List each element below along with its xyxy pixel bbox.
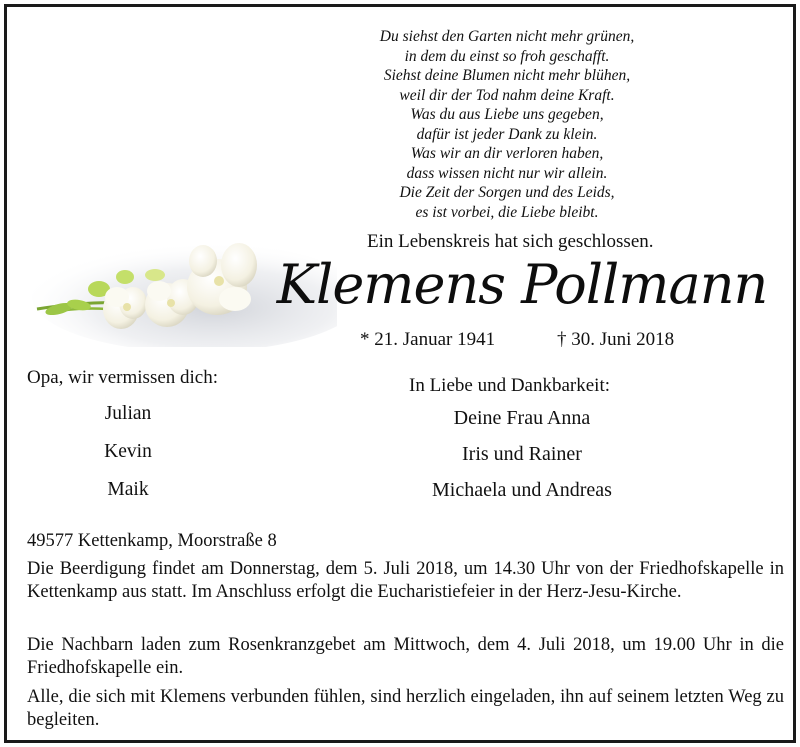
funeral-notice: Die Beerdigung findet am Donnerstag, dem 5. Juli 2018, um 14.30 Uhr von der Friedhofskapelle in Kettenkamp aus statt. Im Anschluss erfolgt die Eucharistiefeier in der Herz-Jesu-Kirche. (27, 559, 784, 602)
intro-line: Ein Lebenskreis hat sich geschlossen. (367, 231, 654, 252)
poem-line: dafür ist jeder Dank zu klein. (416, 125, 598, 143)
grandchild-name: Julian (104, 403, 152, 424)
poem-line: dass wissen nicht nur wir allein. (406, 164, 608, 182)
family-member: Iris und Rainer (462, 443, 582, 465)
invitation-notice: Alle, die sich mit Klemens verbunden fühlen, sind herzlich eingeladen, ihn auf seinem letzten Weg zu begleiten. (27, 687, 784, 730)
death-date: † 30. Juni 2018 (557, 329, 675, 350)
family-member: Deine Frau Anna (453, 407, 591, 429)
rosary-notice: Die Nachbarn laden zum Rosenkranzgebet am Mittwoch, dem 4. Juli 2018, um 19.00 Uhr in die Friedhofskapelle ein. (27, 635, 784, 678)
poem-line: Die Zeit der Sorgen und des Leids, (399, 184, 615, 201)
poem-line: Was wir an dir verloren haben, (410, 145, 604, 162)
poem-line: Was du aus Liebe uns gegeben, (410, 106, 604, 123)
poem-line: in dem du einst so froh geschafft. (404, 47, 610, 65)
grandchild-name: Maik (107, 479, 149, 500)
poem-line: weil dir der Tod nahm deine Kraft. (399, 86, 615, 104)
poem-line: Siehst deine Blumen nicht mehr blühen, (383, 67, 631, 84)
grandchildren-heading: Opa, wir vermissen dich: (27, 367, 219, 388)
family-heading: In Liebe und Dankbarkeit: (409, 375, 611, 396)
obituary-card (4, 4, 796, 743)
poem (297, 27, 717, 222)
birth-date: * 21. Januar 1941 (360, 329, 496, 350)
address: 49577 Kettenkamp, Moorstraße 8 (27, 531, 277, 551)
poem-line: es ist vorbei, die Liebe bleibt. (415, 203, 599, 221)
deceased-name: Klemens Pollmann (276, 253, 768, 316)
family-member: Michaela und Andreas (432, 479, 612, 501)
poem-line: Du siehst den Garten nicht mehr grünen, (379, 28, 635, 45)
grandchild-name: Kevin (104, 441, 152, 462)
